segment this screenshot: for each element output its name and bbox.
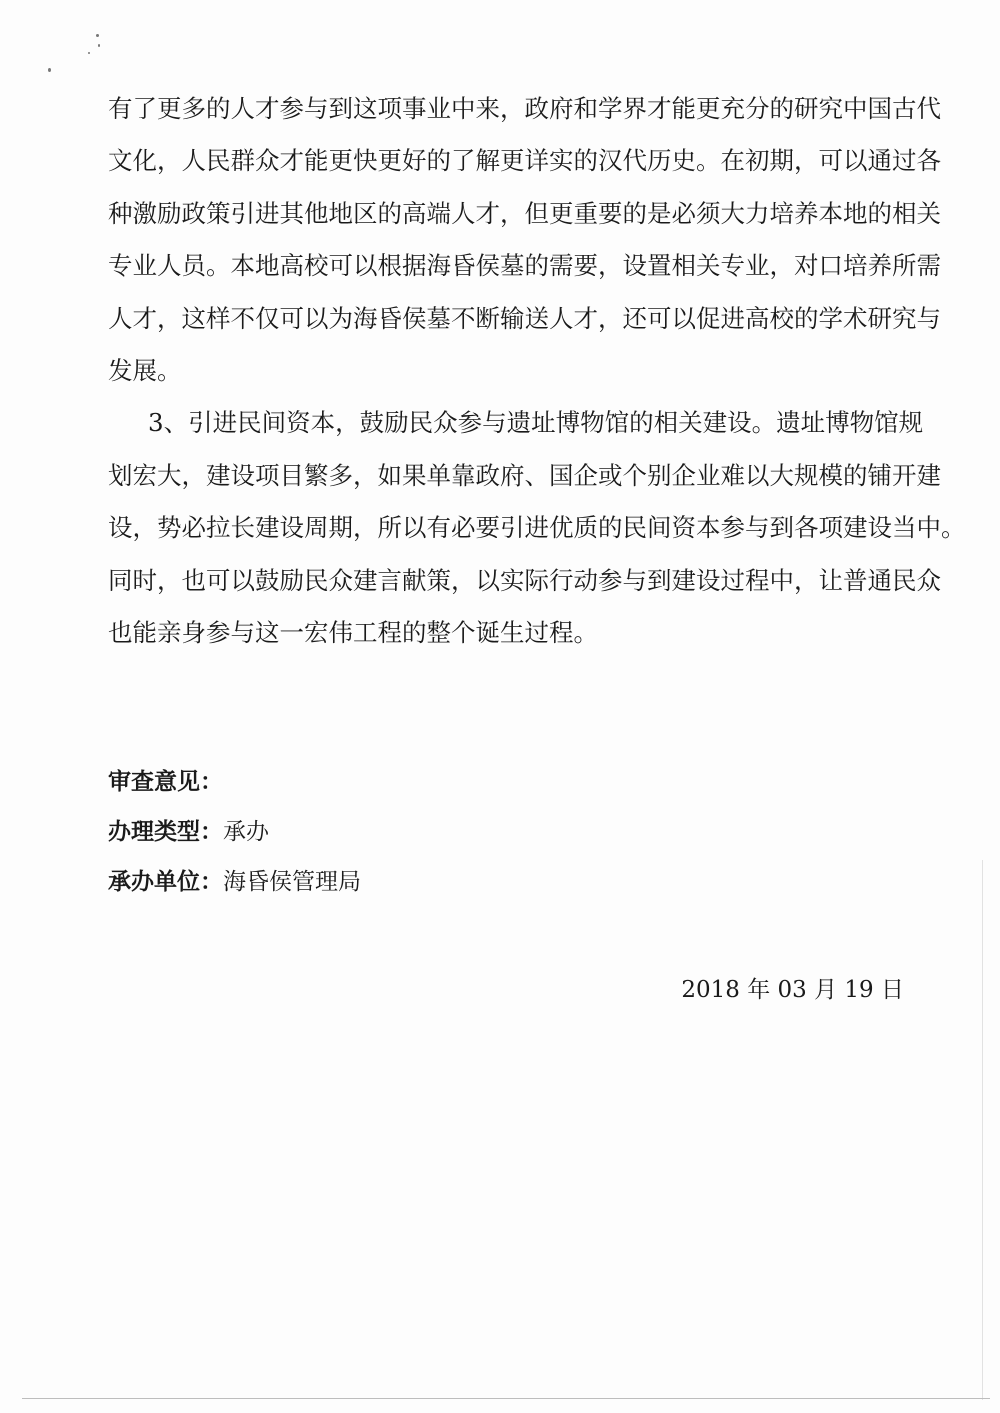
text-line: 文化，人民群众才能更快更好的了解更详实的汉代历史。在初期，可以通过各 <box>108 146 941 176</box>
review-fields <box>108 757 361 907</box>
scan-speck <box>96 34 99 37</box>
review-opinion-label: 审查意见： <box>108 769 223 795</box>
handling-unit-value: 海昏侯管理局 <box>223 869 361 895</box>
text-line: 同时，也可以鼓励民众建言献策，以实际行动参与到建设过程中，让普通民众 <box>108 565 941 595</box>
paragraph-2 <box>108 397 966 659</box>
handling-type-label: 办理类型： <box>108 819 223 845</box>
handling-type-value: 承办 <box>223 819 269 845</box>
text-line: 种激励政策引进其他地区的高端人才，但更重要的是必须大力培养本地的相关 <box>108 198 941 228</box>
handling-unit-row <box>108 857 361 907</box>
text-line: 设，势必拉长建设周期，所以有必要引进优质的民间资本参与到各项建设当中。 <box>108 513 966 543</box>
document-date: 2018 年 03 月 19 日 <box>681 977 904 1003</box>
text-line: 有了更多的人才参与到这项事业中来，政府和学界才能更充分的研究中国古代 <box>108 94 941 123</box>
body-text <box>108 83 966 659</box>
scan-bottom-line <box>22 1398 990 1399</box>
text-line: 专业人员。本地高校可以根据海昏侯墓的需要，设置相关专业，对口培养所需 <box>108 251 941 281</box>
text-line: 发展。 <box>108 355 182 385</box>
text-line: 3、引进民间资本，鼓励民众参与遗址博物馆的相关建设。遗址博物馆规 <box>148 408 924 438</box>
handling-type-row <box>108 807 361 857</box>
scan-speck <box>98 44 100 47</box>
scan-speck <box>88 52 90 54</box>
scan-speck <box>48 68 51 72</box>
handling-unit-label: 承办单位： <box>108 869 223 895</box>
review-opinion-row <box>108 757 361 807</box>
text-line: 人才，这样不仅可以为海昏侯墓不断输送人才，还可以促进高校的学术研究与 <box>108 303 941 333</box>
paragraph-1 <box>108 83 941 397</box>
text-line: 也能亲身参与这一宏伟工程的整个诞生过程。 <box>108 617 598 647</box>
text-line: 划宏大，建设项目繁多，如果单靠政府、国企或个别企业难以大规模的铺开建 <box>108 460 941 490</box>
scan-edge-line <box>982 860 983 1400</box>
